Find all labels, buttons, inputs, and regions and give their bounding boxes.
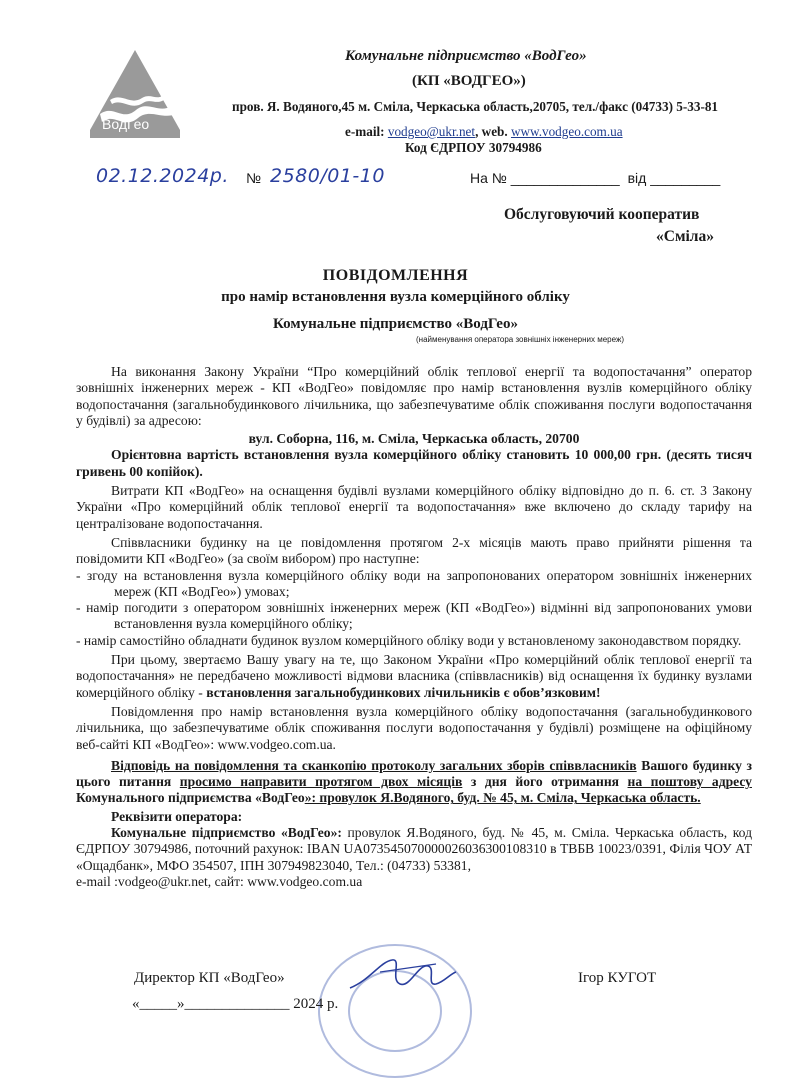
web-link[interactable]: www.vodgeo.com.ua <box>510 124 623 139</box>
email-link[interactable]: vodgeo@ukr.net <box>387 124 476 139</box>
from-blank: _________ <box>650 170 721 186</box>
reply-to-field <box>470 170 720 186</box>
signature-position: Директор КП «ВодГео» <box>134 970 285 986</box>
reply-request-u2: просимо направити протягом двох місяців <box>179 774 463 790</box>
reply-blank: ______________ <box>510 170 620 186</box>
signature-date-line: «_____»______________ 2024 р. <box>132 996 339 1012</box>
web-label: , web. <box>475 124 508 139</box>
option-consent: - згоду на встановлення вузла комерційного обліку води на запропонованих оператором зовнішніх інженерних мереж (КП «ВодГео») умовах; <box>76 567 752 599</box>
requisites-name: Комунальне підприємство «ВодГео»: <box>111 825 342 841</box>
reply-request-u1: Відповідь на повідомлення та сканкопію протоколу загальних зборів співвласників <box>111 757 637 773</box>
outgoing-number-label: № <box>246 170 262 186</box>
operator-note: (найменування оператора зовнішніх інженерних мереж) <box>416 335 624 344</box>
company-short-name: (КП «ВОДГЕО») <box>412 73 526 89</box>
document-subtitle: про намір встановлення вузла комерційного обліку <box>221 289 570 305</box>
requisites-text <box>76 825 752 874</box>
mandatory-bold: встановлення загальнобудинкових лічильників є обов’язковим! <box>206 684 601 700</box>
option-other-terms: - намір погодити з оператором зовнішніх інженерних мереж (КП «ВодГео») відмінні від запропонованих умови встановлення вузла комерційного обліку; <box>76 600 752 632</box>
company-address: пров. Я. Водяного,45 м. Сміла, Черкаська область,20705, тел./факс (04733) 5-33-81 <box>232 99 719 114</box>
reply-request-t1: Вашого будинку з цього питання <box>76 757 753 790</box>
recipient-line-1: Обслуговуючий кооператив <box>504 206 700 223</box>
company-edrpou: Код ЄДРПОУ 30794986 <box>405 140 542 155</box>
reply-request-u4: »: провулок Я.Водяного, буд. № 45, м. Сміла, Черкаська область. <box>304 790 701 806</box>
logo-text: ВодГео <box>102 116 150 132</box>
paragraph-website: Повідомлення про намір встановлення вузла комерційного обліку водопостачання (загальнобудинкового лічильника, що забезпечуватиме облік споживання послуги водопостачання у будівлі) розміщене на офіційному веб-сайті КП «ВодГео»: www.vodgeo.com.ua. <box>76 703 752 752</box>
paragraph-intro: На виконання Закону України “Про комерційний облік теплової енергії та водопостачання” оператор зовнішніх інженерних мереж - КП «ВодГео» повідомляє про намір встановлення вузлів комерційного обліку водопостачання (загальнобудинкового лічильника, що забезпечуватиме облік споживання послуги водопостачання у будівлі) за адресою: <box>76 364 752 428</box>
notice-body <box>76 364 752 890</box>
operator-name: Комунальне підприємство «ВодГео» <box>273 316 518 332</box>
requisites-details: провулок Я.Водяного, буд. № 45, м. Сміла. Черкаська область, код ЄДРПОУ 30794986, поточний рахунок: IBAN UA073545070000026036300108310 в ТВБВ 10023/0391, Філія ЧОУ АТ «Ощадбанк», МФО 354507, ІПН 307949823040, Тел.: (04733) 53381, <box>76 825 752 873</box>
signature-name: Ігор КУГОТ <box>578 970 657 986</box>
paragraph-reply-request <box>76 758 752 807</box>
requisites-label: Реквізити оператора: <box>111 808 243 824</box>
paragraph-rights: Співвласники будинку на це повідомлення протягом 2-х місяців мають право прийняти рішення та повідомити КП «ВодГео» (за своїм вибором) про наступне: <box>76 534 752 567</box>
company-full-name: Комунальне підприємство «ВодГео» <box>345 48 587 64</box>
outgoing-date: 02.12.2024р. <box>96 165 229 187</box>
email-label: e-mail: <box>345 124 385 139</box>
paragraph-mandatory <box>76 652 752 701</box>
mandatory-text: При цьому, звертаємо Вашу увагу на те, що Законом України «Про комерційний облік теплової енергії та водопостачання» не передбачено можливості відмови власника (співвласників) від оснащення їх будинку вузлами комерційного обліку - <box>76 652 752 700</box>
object-address: вул. Соборна, 116, м. Сміла, Черкаська область, 20700 <box>248 431 580 447</box>
outgoing-number: 2580/01-10 <box>270 165 385 187</box>
reply-request-t3: Комунального підприємства «ВодГео <box>76 790 305 806</box>
reply-request-t2: з дня його отримання <box>462 774 628 790</box>
requisites-email: e-mail :vodgeo@ukr.net, сайт: www.vodgeo.com.ua <box>76 873 363 889</box>
company-contacts <box>345 124 623 140</box>
paragraph-cost: Орієнтовна вартість встановлення вузла комерційного обліку становить 10 000,00 грн. (десять тисяч гривень 00 копійок). <box>76 447 752 479</box>
paragraph-expenses: Витрати КП «ВодГео» на оснащення будівлі вузлами комерційного обліку відповідно до п. 6. ст. 3 Закону України «Про комерційний облік теплової енергії та водопостачання» вже включено до складу тарифу на централізоване водопостачання. <box>76 483 752 531</box>
option-self-install: - намір самостійно обладнати будинок вузлом комерційного обліку води у встановленому законодавством порядку. <box>76 632 742 648</box>
from-label: від <box>627 170 647 186</box>
reply-request-u3: на поштову адресу <box>627 774 752 790</box>
director-signature <box>340 950 460 1000</box>
document-title: ПОВІДОМЛЕННЯ <box>322 267 469 284</box>
company-logo <box>88 48 182 138</box>
reply-label: На № <box>470 170 507 186</box>
recipient-line-2: «Сміла» <box>656 228 715 245</box>
